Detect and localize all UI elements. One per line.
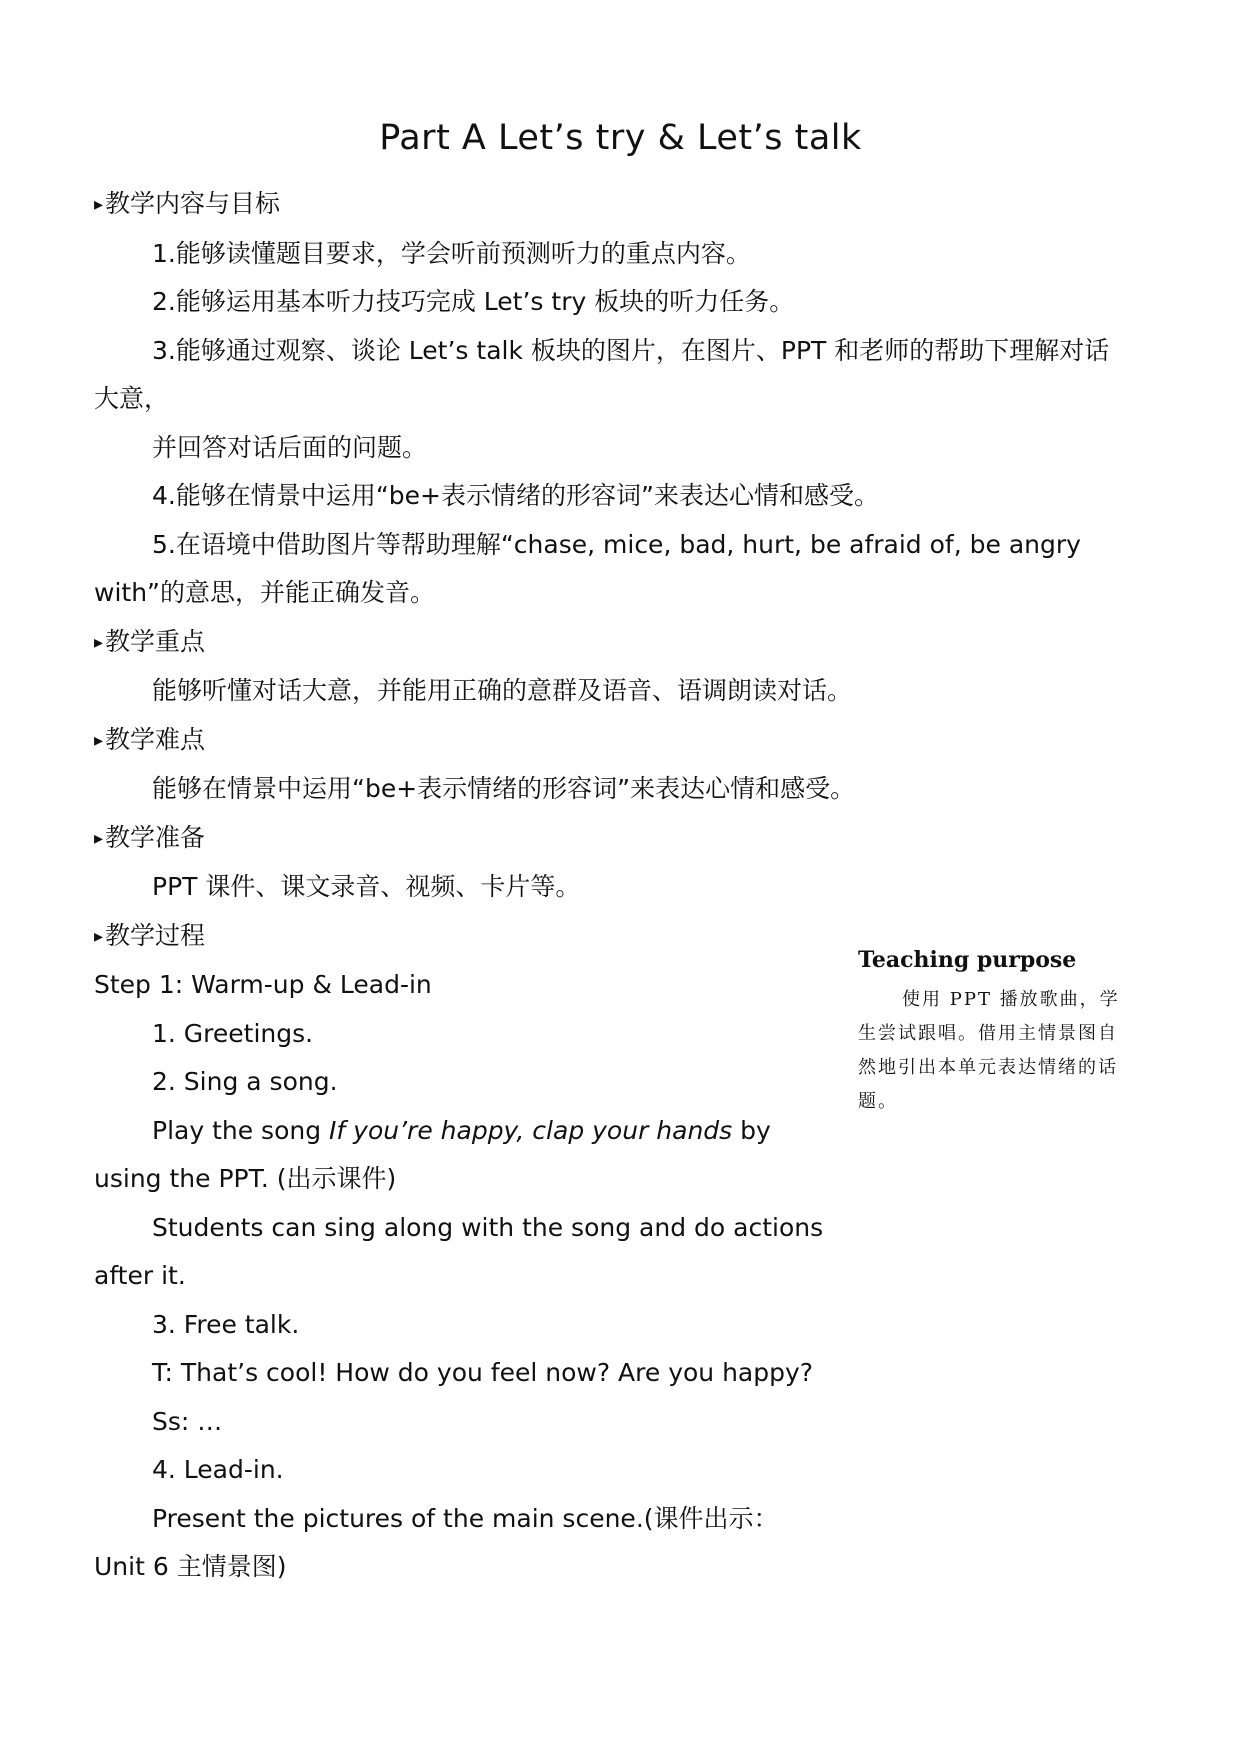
section-heading-difficult-points: ▸ 教学难点: [94, 716, 1134, 766]
teacher-line: T: That’s cool! How do you feel now? Are you happy?: [152, 1358, 814, 1387]
section-heading-content-goals: ▸ 教学内容与目标: [94, 180, 1134, 230]
sidebar-title: Teaching purpose: [858, 947, 1077, 973]
present-paragraph: Present the pictures of the main scene.(课件出示：Unit 6 主情景图): [94, 1503, 779, 1581]
sidebar-body: 使用 PPT 播放歌曲，学生尝试跟唱。借用主情景图自然地引出本单元表达情绪的话题。: [858, 989, 1120, 1112]
goal-item-4: 4.能够在情景中运用“be+表示情绪的形容词”来表达心情和感受。: [152, 481, 879, 510]
teaching-purpose-sidebar: [858, 947, 1120, 1119]
section-heading-preparation: ▸ 教学准备: [94, 814, 1134, 864]
goal-item-1: 1.能够读懂题目要求，学会听前预测听力的重点内容。: [152, 238, 751, 268]
section-heading-process: ▸ 教学过程: [94, 912, 1134, 962]
play-song-paragraph: [94, 1107, 824, 1204]
page-title: Part A Let’s try & Let’s talk: [379, 118, 862, 158]
goal-item-5: 5.在语境中借助图片等帮助理解“chase, mice, bad, hurt, be afraid of, be angry with”的意思，并能正确发音。: [94, 529, 1081, 607]
step-title: Step 1: Warm-up & Lead-in: [94, 970, 432, 999]
goal-item-3-continued: 并回答对话后面的问题。: [152, 432, 428, 462]
preparation-text: PPT 课件、课文录音、视频、卡片等。: [152, 872, 581, 901]
students-paragraph: Students can sing along with the song and do actions after it.: [94, 1212, 824, 1290]
goal-item-2: 2.能够运用基本听力技巧完成 Let’s try 板块的听力任务。: [152, 287, 795, 316]
step-sing: 2. Sing a song.: [152, 1067, 338, 1096]
students-line: Ss: …: [152, 1406, 223, 1436]
play-song-suffix: by using the PPT. (出示课件): [94, 1115, 771, 1193]
difficult-points-text: 能够在情景中运用“be+表示情绪的形容词”来表达心情和感受。: [152, 774, 856, 803]
main-content: [94, 180, 1134, 1592]
song-title: If you’re happy, clap your hands: [329, 1115, 733, 1145]
step-greetings: 1. Greetings.: [152, 1018, 314, 1048]
step-free-talk: 3. Free talk.: [152, 1309, 300, 1339]
goal-item-3: 3.能够通过观察、谈论 Let’s talk 板块的图片，在图片、PPT 和老师的帮助下理解对话大意，: [94, 335, 1110, 413]
play-song-prefix: Play the song: [152, 1115, 330, 1145]
step-lead-in: 4. Lead-in.: [152, 1455, 284, 1484]
section-heading-key-points: ▸ 教学重点: [94, 618, 1134, 668]
key-points-text: 能够听懂对话大意，并能用正确的意群及语音、语调朗读对话。: [152, 676, 853, 705]
